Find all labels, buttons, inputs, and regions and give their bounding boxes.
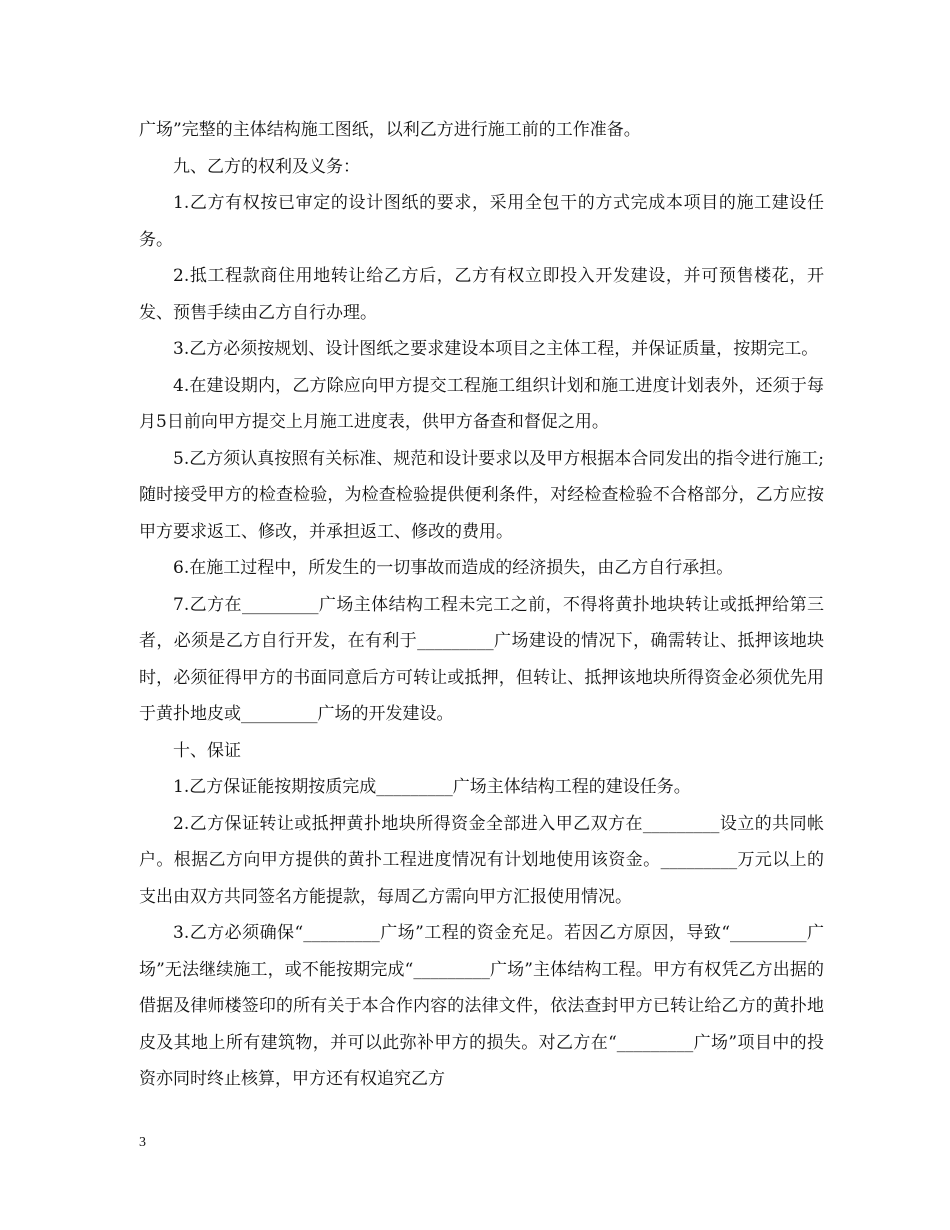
- paragraph: 6.在施工过程中，所发生的一切事故而造成的经济损失，由乙方自行承担。: [173, 558, 734, 578]
- paragraph: 广场”完整的主体结构施工图纸，以利乙方进行施工前的工作准备。: [139, 120, 641, 140]
- paragraph: 1.乙方有权按已审定的设计图纸的要求，采用全包干的方式完成本项目的施工建设任务。: [139, 193, 824, 250]
- paragraph: 4.在建设期内，乙方除应向甲方提交工程施工组织计划和施工进度计划表外，还须于每月5日前向甲方提交上月施工进度表，供甲方备查和督促之用。: [139, 375, 824, 432]
- page-number: 3: [139, 1135, 146, 1150]
- paragraph: 5.乙方须认真按照有关标准、规范和设计要求以及甲方根据本合同发出的指令进行施工;随时接受甲方的检查检验，为检查检验提供便利条件，对经检查检验不合格部分，乙方应按甲方要求返工、修改，并承担返工、修改的费用。: [139, 448, 824, 542]
- document-body: [139, 112, 824, 1098]
- paragraph: 7.乙方在_________广场主体结构工程未完工之前，不得将黄扑地块转让或抵押给第三者，必须是乙方自行开发，在有利于_________广场建设的情况下，确需转让、抵押该地块时，必须征得甲方的书面同意后方可转让或抵押，但转让、抵押该地块所得资金必须优先用于黄扑地皮或_________广场的开发建设。: [139, 594, 824, 724]
- paragraph: 3.乙方必须按规划、设计图纸之要求建设本项目之主体工程，并保证质量，按期完工。: [173, 339, 819, 359]
- section-heading-party-b-rights: 九、乙方的权利及义务：: [173, 156, 360, 177]
- paragraph: 2.乙方保证转让或抵押黄扑地块所得资金全部进入甲乙双方在_________设立的共同帐户。根据乙方向甲方提供的黄扑工程进度情况有计划地使用该资金。_________万元以上的支出由双方共同签名方能提款，每周乙方需向甲方汇报使用情况。: [139, 813, 824, 907]
- section-heading-guarantee: 十、保证: [173, 740, 241, 761]
- paragraph: 1.乙方保证能按期按质完成_________广场主体结构工程的建设任务。: [173, 777, 691, 797]
- paragraph: 2.抵工程款商住用地转让给乙方后，乙方有权立即投入开发建设，并可预售楼花，开发、预售手续由乙方自行办理。: [139, 266, 824, 323]
- paragraph: 3.乙方必须确保“_________广场”工程的资金充足。若因乙方原因，导致“_________广场”无法继续施工，或不能按期完成“_________广场”主体结构工程。甲方有权凭乙方出据的借据及律师楼签印的所有关于本合作内容的法律文件，依法查封甲方已转让给乙方的黄扑地皮及其地上所有建筑物，并可以此弥补甲方的损失。对乙方在“_________广场”项目中的投资亦同时终止核算，甲方还有权追究乙方: [139, 923, 824, 1089]
